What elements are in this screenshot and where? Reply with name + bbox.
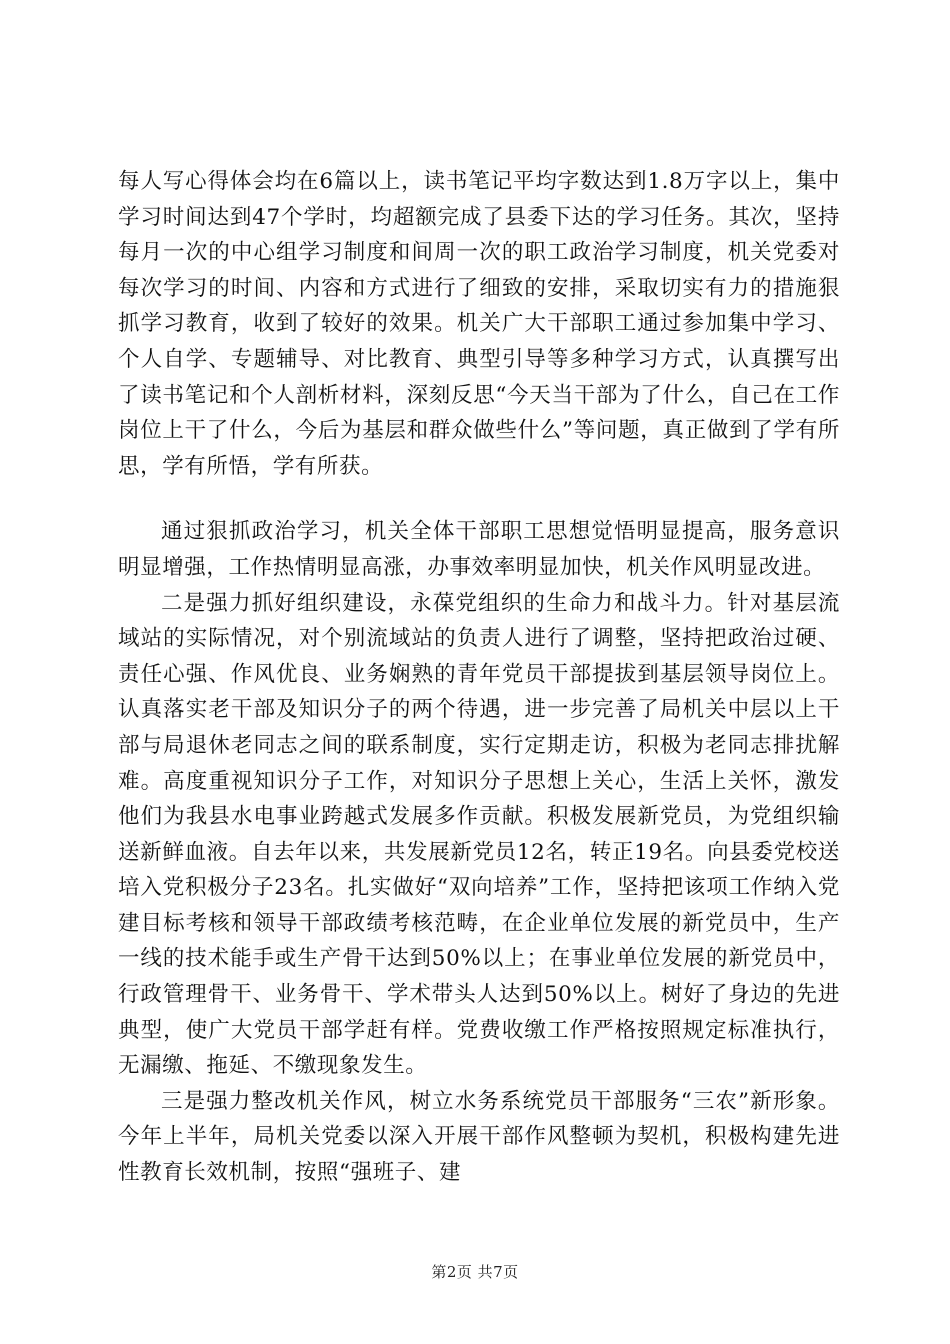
paragraph-work-style: 三是强力整改机关作风，树立水务系统党员干部服务“三农”新形象。今年上半年，局机关党委以深入开展干部作风整顿为契机，积极构建先进性教育长效机制，按照“强班子、建: [118, 1088, 840, 1186]
paragraph-study-effect: 通过狠抓政治学习，机关全体干部职工思想觉悟明显提高，服务意识明显增强，工作热情明显高涨，办事效率明显加快，机关作风明显改进。: [118, 519, 840, 580]
page-number-footer: 第2页 共7页: [431, 1263, 519, 1281]
document-body: [118, 164, 840, 1191]
paragraph-organization-building: 二是强力抓好组织建设，永葆党组织的生命力和战斗力。针对基层流域站的实际情况，对个别流域站的负责人进行了调整，坚持把政治过硬、责任心强、作风优良、业务娴熟的青年党员干部提拔到基层领导岗位上。认真落实老干部及知识分子的两个待遇，进一步完善了局机关中层以上干部与局退休老同志之间的联系制度，实行定期走访，积极为老同志排扰解难。高度重视知识分子工作，对知识分子思想上关心，生活上关怀，激发他们为我县水电事业跨越式发展多作贡献。积极发展新党员，为党组织输送新鲜血液。自去年以来，共发展新党员12名，转正19名。向县委党校送培入党积极分子23名。扎实做好“双向培养”工作，坚持把该项工作纳入党建目标考核和领导干部政绩考核范畴，在企业单位发展的新党员中，生产一线的技术能手或生产骨干达到50%以上；在事业单位发展的新党员中，行政管理骨干、业务骨干、学术带头人达到50%以上。树好了身边的先进典型，使广大党员干部学赶有样。党费收缴工作严格按照规定标准执行，无漏缴、拖延、不缴现象发生。: [118, 590, 840, 1079]
paragraph-study-results: 每人写心得体会均在6篇以上，读书笔记平均字数达到1.8万字以上，集中学习时间达到47个学时，均超额完成了县委下达的学习任务。其次，坚持每月一次的中心组学习制度和间周一次的职工政治学习制度，机关党委对每次学习的时间、内容和方式进行了细致的安排，采取切实有力的措施狠抓学习教育，收到了较好的效果。机关广大干部职工通过参加集中学习、个人自学、专题辅导、对比教育、典型引导等多种学习方式，认真撰写出了读书笔记和个人剖析材料，深刻反思“今天当干部为了什么，自己在工作岗位上干了什么，今后为基层和群众做些什么”等问题，真正做到了学有所思，学有所悟，学有所获。: [118, 169, 840, 479]
